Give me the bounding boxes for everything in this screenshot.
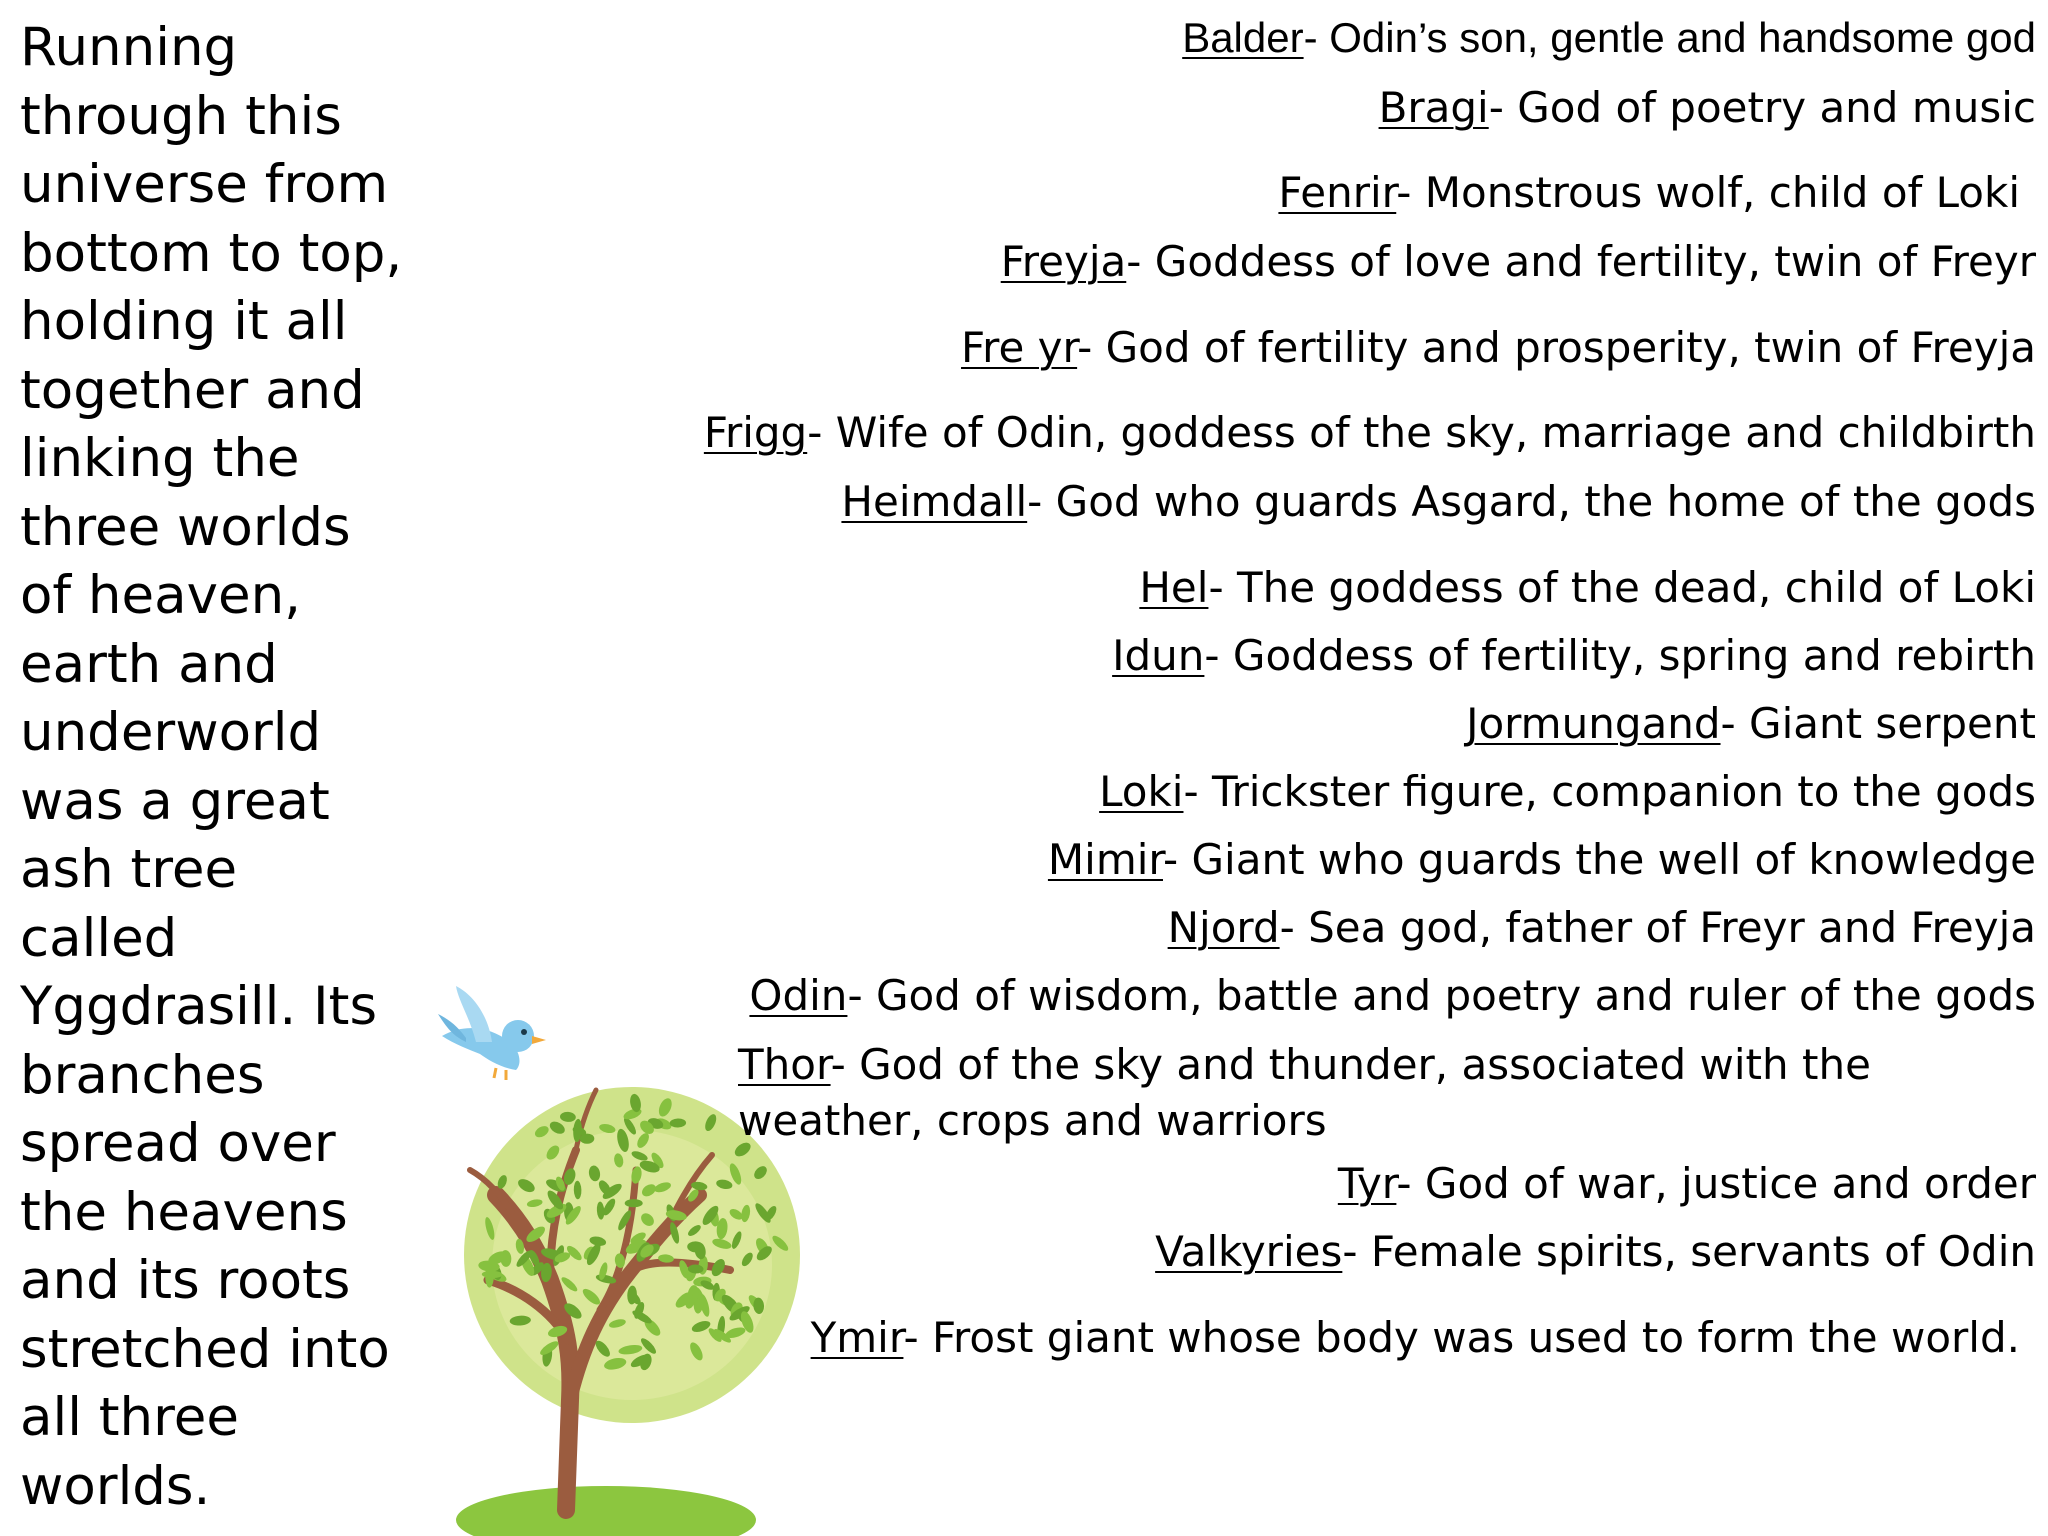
entry-name: Tyr xyxy=(1337,1159,1397,1208)
entry-description: - Female spirits, servants of Odin xyxy=(1342,1227,2036,1276)
entry-name: Thor xyxy=(738,1040,831,1089)
glossary-entry-valkyries xyxy=(1155,1224,2036,1280)
ground-mound xyxy=(456,1486,756,1536)
entry-name: Loki xyxy=(1099,767,1184,816)
glossary-entry-bragi xyxy=(1379,80,2036,136)
entry-description: - Odin’s son, gentle and handsome god xyxy=(1303,14,2036,61)
entry-description: - God of war, justice and order xyxy=(1396,1159,2036,1208)
entry-description: - The goddess of the dead, child of Loki xyxy=(1208,563,2036,612)
entry-description: - God of wisdom, battle and poetry and ruler of the gods xyxy=(847,971,2036,1020)
glossary-entry-mimir xyxy=(1048,832,2036,888)
entry-name: Frigg xyxy=(703,408,808,457)
entry-name: Fre yr xyxy=(961,323,1078,372)
entry-name: Idun xyxy=(1112,631,1205,680)
glossary-entry-tyr xyxy=(1338,1156,2036,1212)
entry-description: - Giant who guards the well of knowledge xyxy=(1163,835,2036,884)
entry-description: - Frost giant whose body was used to form the world. xyxy=(903,1313,2020,1362)
entry-description: - Wife of Odin, goddess of the sky, marriage and childbirth xyxy=(807,408,2036,457)
glossary-entry-freyja xyxy=(1001,234,2036,290)
entry-description: - Monstrous wolf, child of Loki xyxy=(1396,168,2020,217)
entry-name: Bragi xyxy=(1378,83,1489,132)
entry-description: - God of fertility and prosperity, twin of Freyja xyxy=(1077,323,2036,372)
glossary-entry-fenrir xyxy=(1278,165,2020,221)
entry-name: Odin xyxy=(749,971,848,1020)
entry-description: - God of the sky and thunder, associated with the weather, crops and warriors xyxy=(738,1040,1871,1145)
entry-name: Heimdall xyxy=(841,477,1028,526)
entry-description: - Sea god, father of Freyr and Freyja xyxy=(1279,903,2036,952)
entry-name: Njord xyxy=(1167,903,1280,952)
entry-name: Hel xyxy=(1139,563,1209,612)
entry-description: - Giant serpent xyxy=(1720,699,2036,748)
glossary-entry-heimdall xyxy=(841,474,2036,530)
entry-description: - Trickster figure, companion to the gods xyxy=(1183,767,2036,816)
leaf xyxy=(625,1199,643,1207)
glossary-entry-freyr xyxy=(961,320,2036,376)
glossary-entry-hel xyxy=(1139,560,2036,616)
entry-name: Balder xyxy=(1182,14,1304,61)
glossary-entry-idun xyxy=(1112,628,2036,684)
glossary-entry-thor xyxy=(738,1037,1968,1149)
entry-name: Jormungand xyxy=(1466,699,1721,748)
entry-name: Mimir xyxy=(1047,835,1163,884)
entry-description: - Goddess of love and fertility, twin of Freyr xyxy=(1126,237,2036,286)
bird-icon xyxy=(436,984,556,1084)
intro-paragraph: Running through this universe from bottom to top, holding it all together and linking the three worlds of heaven, earth and underworld was a great ash tree called Yggdrasill. Its branches spread over the heavens and its roots stretched into all three worlds. xyxy=(20,17,403,1517)
glossary-entry-balder xyxy=(1182,10,2036,66)
entry-name: Valkyries xyxy=(1155,1227,1343,1276)
entry-name: Ymir xyxy=(810,1313,904,1362)
glossary-entry-loki xyxy=(1099,764,2036,820)
glossary-entry-odin xyxy=(749,968,2036,1024)
glossary-entry-ymir xyxy=(811,1310,2020,1366)
entry-description: - Goddess of fertility, spring and rebirth xyxy=(1204,631,2036,680)
glossary-entry-jormungand xyxy=(1466,696,2036,752)
entry-name: Freyja xyxy=(1000,237,1127,286)
entry-description: - God who guards Asgard, the home of the gods xyxy=(1027,477,2036,526)
glossary-entry-frigg xyxy=(704,405,2036,461)
glossary-entry-njord xyxy=(1168,900,2036,956)
entry-description: - God of poetry and music xyxy=(1488,83,2036,132)
entry-name: Fenrir xyxy=(1278,168,1397,217)
